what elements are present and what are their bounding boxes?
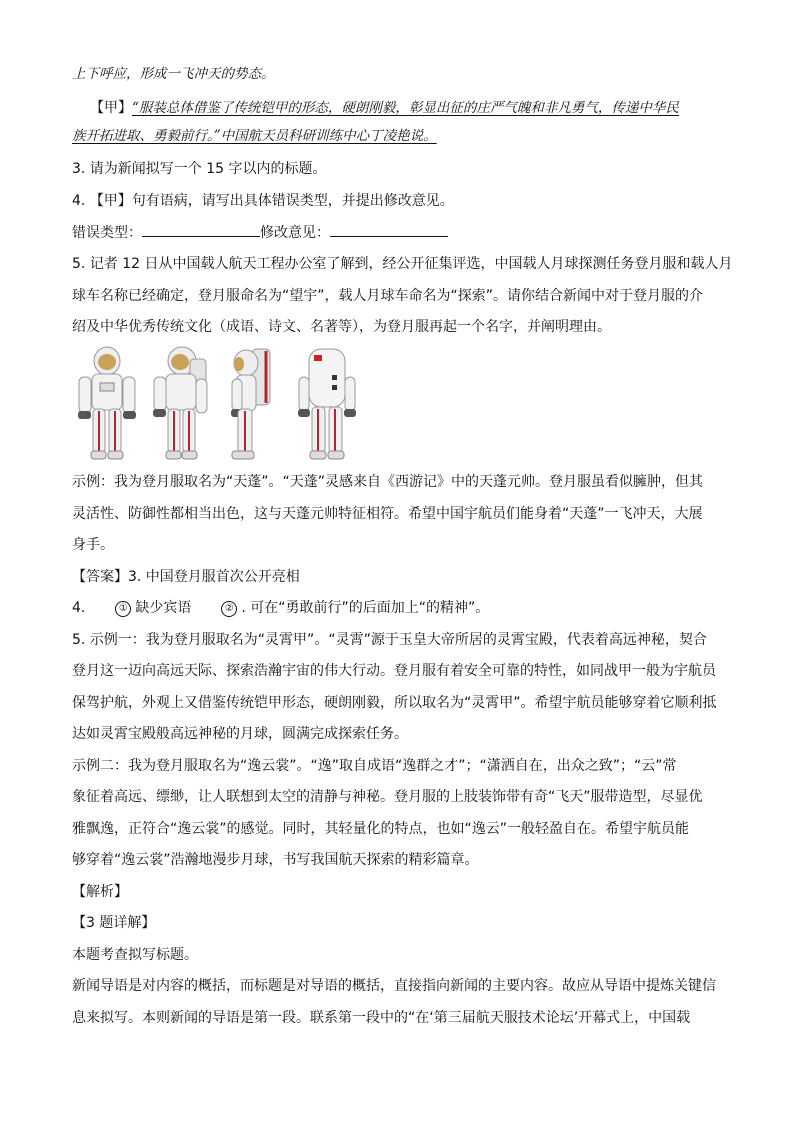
question-5-line: 球车名称已经确定，登月服命名为“望宇”，载人月球车命名为“探索”。请你结合新闻中对于登月服的介 <box>72 288 704 304</box>
example-line: 示例：我为登月服取名为“天蓬”。“天蓬”灵感来自《西游记》中的天蓬元帅。登月服虽看似臃肿，但其 <box>72 474 704 490</box>
analysis-line: 本题考查拟写标题。 <box>72 947 198 963</box>
answer-4-number: 4. <box>72 600 86 616</box>
spacesuit-back-image <box>294 345 360 463</box>
fix-label: 修改意见： <box>260 225 330 241</box>
example-two-line: 象征着高远、缥缈，让人联想到太空的清静与神秘。登月服的上肢装饰带有奇“飞天”服带造型，尽显优 <box>72 789 703 805</box>
answer-4-b: . 可在“勇敢前行”的后面加上“的精神”。 <box>241 600 490 616</box>
spacesuit-three-quarter-image <box>146 345 216 463</box>
quote-line <box>72 126 437 146</box>
quote-text: 族开拓进取、勇毅前行。”中国航天员科研训练中心丁凌艳说。 <box>72 128 437 144</box>
answer-label: 【答案】 <box>72 569 128 585</box>
analysis-line: 息来拟写。本则新闻的导语是第一段。联系第一段中的“在‘第三届航天服技术论坛’开幕式上，中国载 <box>72 1010 691 1026</box>
error-type-label: 错误类型： <box>72 225 142 241</box>
paragraph-line: 上下呼应，形成一飞冲天的势态。 <box>72 66 275 82</box>
spacesuit-front-image <box>72 345 142 463</box>
spacesuit-figures <box>72 345 362 465</box>
example-two-line: 够穿着“逸云裳”浩瀚地漫步月球，书写我国航天探索的精彩篇章。 <box>72 852 479 868</box>
question-3: 3. 请为新闻拟写一个 15 字以内的标题。 <box>72 161 327 177</box>
analysis-heading: 【解析】 <box>72 884 128 900</box>
answer-blanks-row <box>72 222 448 243</box>
quote-text: “服装总体借鉴了传统铠甲的形态，硬朗刚毅，彰显出征的庄严气魄和非凡勇气，传递中华民 <box>132 100 679 116</box>
example-two-line: 示例二：我为登月服取名为“逸云裳”。“逸”取自成语“逸群之才”；“潇洒自在，出众之致”；“云”常 <box>72 758 677 774</box>
example-two-line: 雅飘逸，正符合“逸云裳”的感觉。同时，其轻量化的特点，也如“逸云”一般轻盈自在。希望宇航员能 <box>72 821 690 837</box>
question-5-line: 5. 记者 12 日从中国载人航天工程办公室了解到，经公开征集评选，中国载人月球探测任务登月服和载人月 <box>72 256 733 272</box>
example-line: 灵活性、防御性都相当出色，这与天蓬元帅特征相符。希望中国宇航员们能身着“天蓬”一飞冲天，大展 <box>72 506 703 522</box>
answer-5-line: 达如灵霄宝殿般高远神秘的月球，圆满完成探索任务。 <box>72 726 408 742</box>
question-4: 4. 【甲】句有语病，请写出具体错误类型，并提出修改意见。 <box>72 193 454 209</box>
answer-4-a: 缺少宾语 <box>135 600 192 616</box>
question-5-line: 绍及中华优秀传统文化（成语、诗文、名著等），为登月服再起一个名字，并阐明理由。 <box>72 319 611 335</box>
spacesuit-side-image <box>222 345 282 463</box>
answer-5-line: 5. 示例一：我为登月服取名为“灵霄甲”。“灵霄”源于玉皇大帝所居的灵霄宝殿，代表着高远神秘，契合 <box>72 632 707 648</box>
example-line: 身手。 <box>72 537 114 553</box>
answer-line <box>72 567 300 587</box>
quote-line <box>90 98 679 118</box>
answer-4-line <box>72 598 489 618</box>
error-type-blank[interactable] <box>142 222 260 237</box>
circled-one: ① <box>115 601 131 617</box>
detail-heading: 【3 题详解】 <box>72 915 156 931</box>
answer-5-line: 登月这一迈向高远天际、探索浩瀚宇宙的伟大行动。登月服有着安全可靠的特性，如同战甲一般为宇航员 <box>72 663 716 679</box>
circled-two: ② <box>221 601 237 617</box>
analysis-line: 新闻导语是对内容的概括，而标题是对导语的概括，直接指向新闻的主要内容。故应从导语中提炼关键信 <box>72 978 716 994</box>
fix-blank[interactable] <box>330 222 448 237</box>
label-jia: 【甲】 <box>90 100 132 116</box>
answer-5-line: 保驾护航，外观上又借鉴传统铠甲形态，硬朗刚毅，所以取名为“灵霄甲”。希望宇航员能够穿着它顺利抵 <box>72 695 717 711</box>
answer-3: 3. 中国登月服首次公开亮相 <box>128 569 300 585</box>
